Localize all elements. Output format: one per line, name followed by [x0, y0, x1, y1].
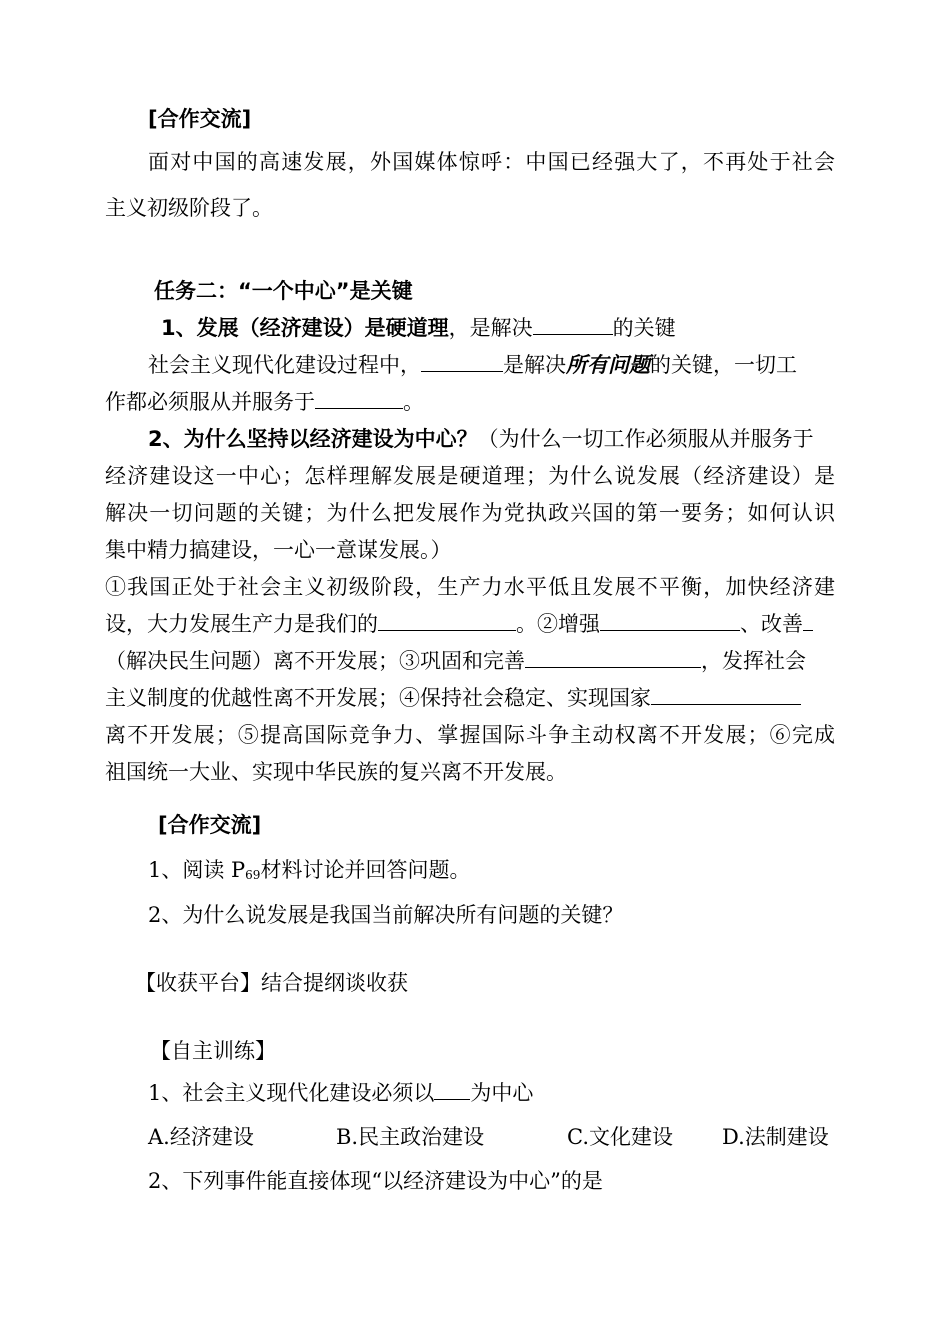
text: 1、社会主义现代化建设必须以: [148, 1081, 435, 1105]
emphasis-text: 所有问题: [566, 352, 650, 377]
paragraph-line: 经济建设这一中心；怎样理解发展是硬道理；为什么说发展（经济建设）是: [105, 464, 835, 488]
fill-blank: [315, 390, 403, 409]
harvest-heading: 【收获平台】结合提纲谈收获: [135, 971, 408, 995]
text: 是解决: [503, 353, 566, 377]
fill-blank: [600, 612, 740, 631]
text: 。②增强: [516, 612, 600, 636]
option-a: A.经济建设: [148, 1125, 254, 1149]
section-heading-cooperation-1: [合作交流]: [148, 107, 252, 131]
list-line: [105, 646, 806, 676]
fill-blank: [434, 1081, 470, 1100]
option-b: B.民主政治建设: [336, 1125, 485, 1149]
text: ，发挥社会: [701, 649, 806, 673]
fill-blank: [533, 316, 613, 335]
list-line: [105, 609, 813, 639]
point-bold-text: 为什么坚持以经济建设为中心？: [183, 427, 478, 451]
list-line: 离不开发展；⑤提高国际竞争力、掌握国际斗争主动权离不开发展；⑥完成: [105, 723, 835, 747]
list-line: ①我国正处于社会主义初级阶段，生产力水平低且发展不平衡，加快经济建: [105, 575, 835, 599]
section-heading-cooperation-2: [合作交流]: [158, 813, 262, 837]
paragraph-line: 主义初级阶段了。: [105, 196, 273, 220]
fill-blank: [651, 686, 801, 705]
point-2: [148, 424, 814, 454]
list-line: 祖国统一大业、实现中华民族的复兴离不开发展。: [105, 760, 567, 784]
text: 材料讨论并回答问题。: [260, 858, 471, 882]
point-number: 1、: [161, 316, 197, 340]
fill-blank: [525, 649, 701, 668]
subscript: 69: [245, 868, 261, 882]
point-text: 的关键: [612, 316, 676, 340]
option-c: C.文化建设: [567, 1125, 673, 1149]
question-1: [148, 855, 470, 890]
point-number: 2、: [148, 427, 184, 451]
exercise-question-2: 2、下列事件能直接体现“以经济建设为中心”的是: [148, 1169, 603, 1193]
point-text: ，是解决: [448, 316, 533, 340]
list-line: [105, 683, 801, 713]
text: 社会主义现代化建设过程中，: [148, 353, 421, 377]
fill-blank: [803, 612, 813, 631]
text: 1、阅读 P: [148, 858, 246, 882]
text: 。: [403, 390, 424, 414]
task-title: 任务二：“一个中心”是关键: [154, 279, 413, 303]
paragraph-line: [105, 387, 424, 417]
text: 设，大力发展生产力是我们的: [105, 612, 378, 636]
text: 、改善: [740, 612, 803, 636]
option-d: D.法制建设: [722, 1125, 829, 1149]
text: （解决民生问题）离不开发展；③巩固和完善: [105, 649, 525, 673]
text: 的关键，一切工: [650, 353, 797, 377]
text: 主义制度的优越性离不开发展；④保持社会稳定、实现国家: [105, 686, 651, 710]
text: （为什么一切工作必须服从并服务于: [477, 427, 814, 451]
fill-blank: [378, 612, 516, 631]
paragraph-line: 面对中国的高速发展，外国媒体惊呼：中国已经强大了，不再处于社会: [148, 150, 835, 174]
point-1: [161, 313, 676, 343]
paragraph-line: [148, 350, 797, 380]
paragraph-line: 解决一切问题的关键；为什么把发展作为党执政兴国的第一要务；如何认识: [105, 501, 835, 525]
fill-blank: [421, 353, 503, 372]
training-heading: 【自主训练】: [150, 1039, 276, 1063]
paragraph-line: 集中精力搞建设，一心一意谋发展。）: [105, 538, 452, 562]
exercise-question-1: [148, 1078, 533, 1108]
text: 作都必须服从并服务于: [105, 390, 315, 414]
point-bold-text: 发展（经济建设）是硬道理: [196, 316, 449, 340]
text: 为中心: [470, 1081, 534, 1105]
question-2: 2、为什么说发展是我国当前解决所有问题的关键？: [148, 903, 624, 927]
